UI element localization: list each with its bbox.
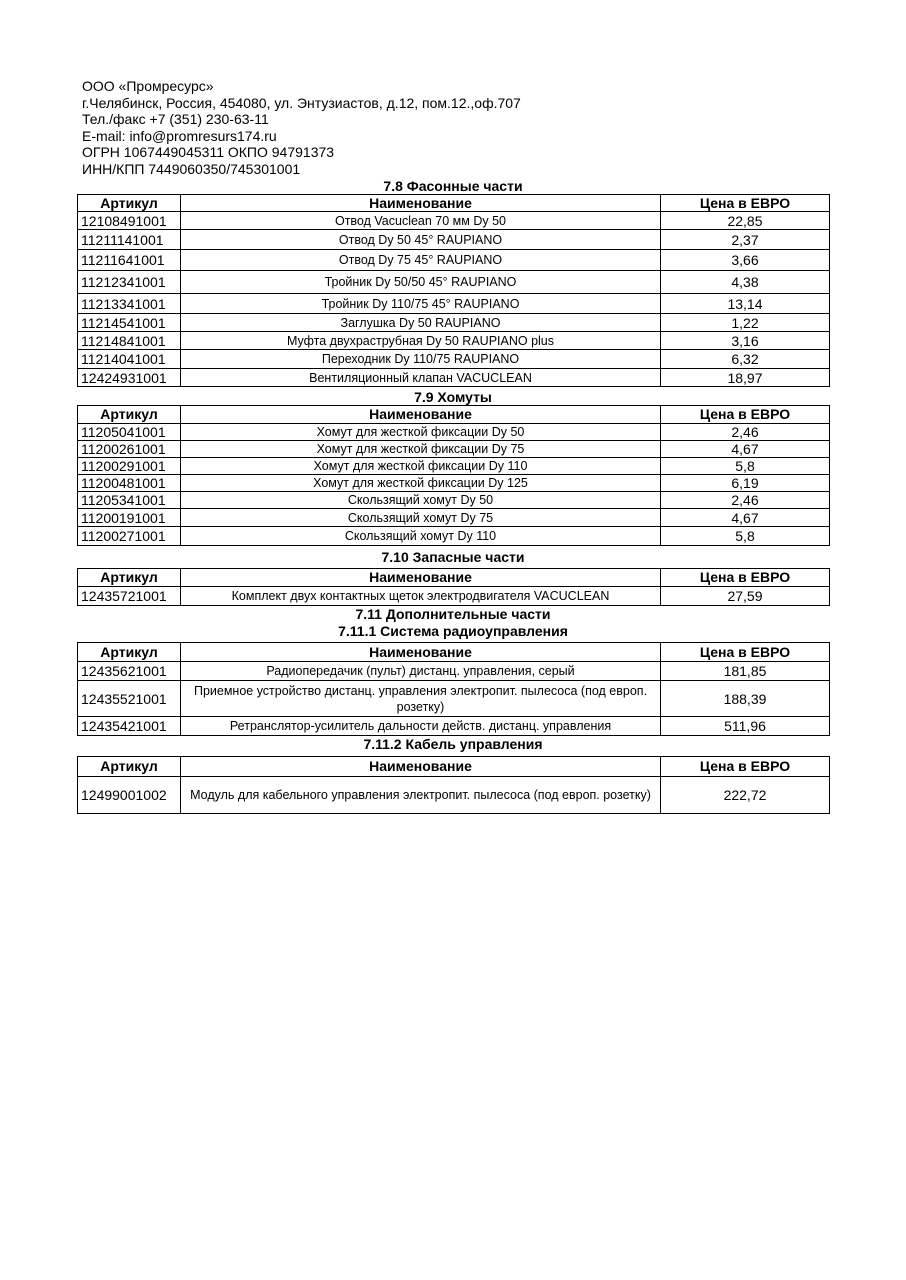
article-cell: 12435421001 <box>78 717 181 736</box>
article-cell: 11214841001 <box>78 332 181 350</box>
name-cell: Хомут для жесткой фиксации Dy 110 <box>181 458 661 475</box>
name-cell: Радиопередачик (пульт) дистанц. управления, серый <box>181 662 661 681</box>
article-cell: 11212341001 <box>78 271 181 294</box>
price-cell: 6,32 <box>661 350 830 369</box>
table-row <box>78 332 830 350</box>
article-cell: 11205041001 <box>78 424 181 441</box>
table-header-row <box>78 757 830 777</box>
price-table <box>77 756 830 814</box>
name-cell: Отвод Dy 50 45° RAUPIANO <box>181 230 661 250</box>
table-row <box>78 681 830 717</box>
table-row <box>78 662 830 681</box>
name-cell: Заглушка Dy 50 RAUPIANO <box>181 314 661 332</box>
column-header-name: Наименование <box>181 569 661 587</box>
table-row <box>78 230 830 250</box>
article-cell: 11211641001 <box>78 250 181 271</box>
article-cell: 11200191001 <box>78 509 181 527</box>
name-cell: Скользящий хомут Dy 50 <box>181 492 661 509</box>
price-cell: 3,66 <box>661 250 830 271</box>
table-header-row <box>78 569 830 587</box>
price-cell: 6,19 <box>661 475 830 492</box>
table-row <box>78 777 830 814</box>
column-header-article: Артикул <box>78 757 181 777</box>
name-cell: Муфта двухраструбная Dy 50 RAUPIANO plus <box>181 332 661 350</box>
article-cell: 12108491001 <box>78 212 181 230</box>
name-cell: Скользящий хомут Dy 75 <box>181 509 661 527</box>
company-email: E-mail: info@promresurs174.ru <box>82 127 277 144</box>
price-cell: 181,85 <box>661 662 830 681</box>
table-row <box>78 509 830 527</box>
name-cell: Вентиляционный клапан VACUCLEAN <box>181 369 661 387</box>
column-header-article: Артикул <box>78 569 181 587</box>
name-cell: Модуль для кабельного управления электропит. пылесоса (под европ. розетку) <box>181 777 661 814</box>
price-cell: 22,85 <box>661 212 830 230</box>
article-cell: 11200291001 <box>78 458 181 475</box>
table-row <box>78 475 830 492</box>
price-cell: 188,39 <box>661 681 830 717</box>
table-header-row <box>78 195 830 212</box>
company-name: ООО «Промресурс» <box>82 78 214 94</box>
price-cell: 2,46 <box>661 424 830 441</box>
name-cell: Отвод Dy 75 45° RAUPIANO <box>181 250 661 271</box>
company-phone: Тел./факс +7 (351) 230-63-11 <box>82 111 269 127</box>
article-cell: 11200481001 <box>78 475 181 492</box>
column-header-name: Наименование <box>181 757 661 777</box>
column-header-price: Цена в ЕВРО <box>661 406 830 424</box>
table-row <box>78 441 830 458</box>
table-row <box>78 250 830 271</box>
column-header-name: Наименование <box>181 195 661 212</box>
company-inn: ИНН/КПП 7449060350/745301001 <box>82 160 301 177</box>
column-header-price: Цена в ЕВРО <box>661 569 830 587</box>
price-cell: 18,97 <box>661 369 830 387</box>
article-cell: 11200271001 <box>78 527 181 546</box>
article-cell: 11205341001 <box>78 492 181 509</box>
name-cell: Скользящий хомут Dy 110 <box>181 527 661 546</box>
column-header-name: Наименование <box>181 643 661 662</box>
price-cell: 5,8 <box>661 527 830 546</box>
article-cell: 11214541001 <box>78 314 181 332</box>
table-row <box>78 424 830 441</box>
section-title: 7.11 Дополнительные части <box>355 606 551 622</box>
price-table <box>77 642 830 736</box>
price-cell: 2,37 <box>661 230 830 250</box>
price-cell: 27,59 <box>661 587 830 606</box>
table-row <box>78 717 830 736</box>
name-cell: Тройник Dy 50/50 45° RAUPIANO <box>181 271 661 294</box>
table-row <box>78 294 830 314</box>
table-row <box>78 314 830 332</box>
price-cell: 4,67 <box>661 441 830 458</box>
article-cell: 11211141001 <box>78 230 181 250</box>
company-header <box>82 78 782 177</box>
company-ogrn: ОГРН 1067449045311 ОКПО 94791373 <box>82 144 335 160</box>
price-cell: 4,67 <box>661 509 830 527</box>
name-cell: Хомут для жесткой фиксации Dy 125 <box>181 475 661 492</box>
article-cell: 11200261001 <box>78 441 181 458</box>
price-cell: 13,14 <box>661 294 830 314</box>
table-row <box>78 212 830 230</box>
table-row <box>78 492 830 509</box>
column-header-price: Цена в ЕВРО <box>661 757 830 777</box>
table-row <box>78 271 830 294</box>
section-title: 7.11.2 Кабель управления <box>363 736 543 752</box>
section-title: 7.8 Фасонные части <box>383 178 523 194</box>
name-cell: Приемное устройство дистанц. управления электропит. пылесоса (под европ. розетку) <box>181 681 661 717</box>
table-row <box>78 350 830 369</box>
company-address: г.Челябинск, Россия, 454080, ул. Энтузиастов, д.12, пом.12.,оф.707 <box>82 94 521 111</box>
article-cell: 12424931001 <box>78 369 181 387</box>
name-cell: Хомут для жесткой фиксации Dy 75 <box>181 441 661 458</box>
section-subtitle: 7.11.1 Система радиоуправления <box>338 623 568 639</box>
column-header-price: Цена в ЕВРО <box>661 195 830 212</box>
price-cell: 1,22 <box>661 314 830 332</box>
name-cell: Отвод Vacuclean 70 мм Dy 50 <box>181 212 661 230</box>
price-table <box>77 568 830 606</box>
column-header-price: Цена в ЕВРО <box>661 643 830 662</box>
article-cell: 12435721001 <box>78 587 181 606</box>
price-cell: 3,16 <box>661 332 830 350</box>
price-list <box>77 178 829 814</box>
section-title: 7.9 Хомуты <box>414 389 492 405</box>
column-header-article: Артикул <box>78 195 181 212</box>
price-cell: 5,8 <box>661 458 830 475</box>
article-cell: 12435621001 <box>78 662 181 681</box>
price-table <box>77 405 830 546</box>
article-cell: 12435521001 <box>78 681 181 717</box>
name-cell: Тройник Dy 110/75 45° RAUPIANO <box>181 294 661 314</box>
article-cell: 11213341001 <box>78 294 181 314</box>
price-cell: 4,38 <box>661 271 830 294</box>
name-cell: Хомут для жесткой фиксации Dy 50 <box>181 424 661 441</box>
table-header-row <box>78 406 830 424</box>
table-row <box>78 369 830 387</box>
table-row <box>78 587 830 606</box>
section-title: 7.10 Запасные части <box>381 549 525 565</box>
table-header-row <box>78 643 830 662</box>
price-table <box>77 194 830 387</box>
column-header-article: Артикул <box>78 406 181 424</box>
price-cell: 222,72 <box>661 777 830 814</box>
name-cell: Комплект двух контактных щеток электродвигателя VACUCLEAN <box>181 587 661 606</box>
name-cell: Ретранслятор-усилитель дальности действ. дистанц. управления <box>181 717 661 736</box>
price-cell: 511,96 <box>661 717 830 736</box>
column-header-name: Наименование <box>181 406 661 424</box>
article-cell: 12499001002 <box>78 777 181 814</box>
price-cell: 2,46 <box>661 492 830 509</box>
article-cell: 11214041001 <box>78 350 181 369</box>
table-row <box>78 527 830 546</box>
name-cell: Переходник Dy 110/75 RAUPIANO <box>181 350 661 369</box>
column-header-article: Артикул <box>78 643 181 662</box>
table-row <box>78 458 830 475</box>
